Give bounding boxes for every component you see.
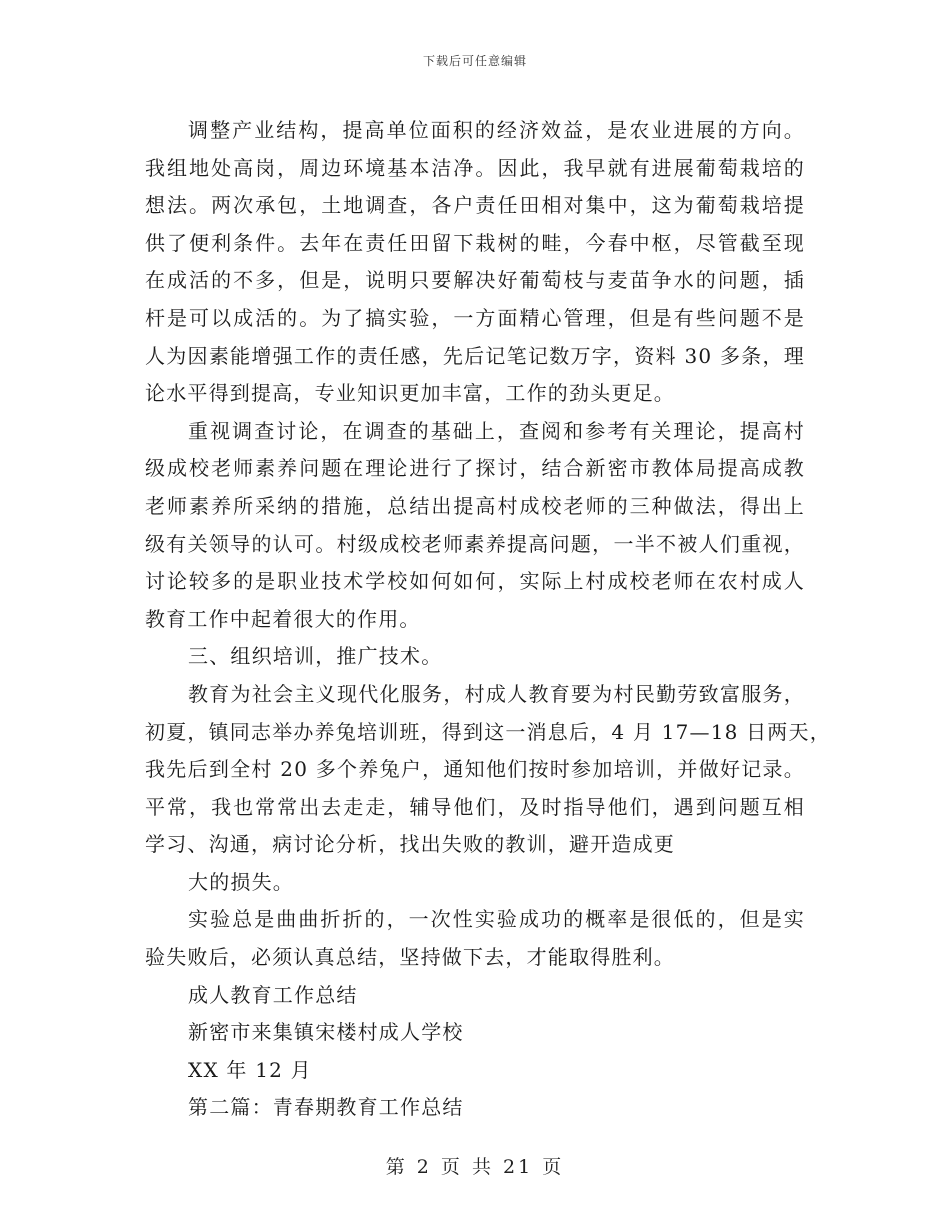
text-line: 验失败后，必须认真总结，坚持做下去，才能取得胜利。 bbox=[145, 945, 675, 970]
text-line: 平常，我也常常出去走走，辅导他们，及时指导他们，遇到问题互相 bbox=[145, 794, 805, 819]
page-header: 下载后可任意编辑 bbox=[422, 54, 527, 68]
text-line: 学习、沟通，病讨论分析，找出失败的教训，避开造成更 bbox=[145, 832, 675, 857]
text-line: 讨论较多的是职业技术学校如何如何，实际上村成校老师在农村成人 bbox=[145, 569, 805, 594]
text-line: 级成校老师素养问题在理论进行了探讨，结合新密市教体局提高成教 bbox=[145, 456, 805, 481]
text-line: XX 年 12 月 bbox=[188, 1057, 312, 1082]
document-body bbox=[145, 112, 831, 1127]
text-line: 杆是可以成活的。为了搞实验，一方面精心管理，但是有些问题不是 bbox=[145, 305, 805, 330]
text-line: 供了便利条件。去年在责任田留下栽树的畦，今春中枢，尽管截至现 bbox=[145, 230, 805, 255]
text-line: 初夏，镇同志举办养兔培训班，得到这一消息后，4 月 17—18 日两天， bbox=[145, 719, 831, 744]
text-line: 论水平得到提高，专业知识更加丰富，工作的劲头更足。 bbox=[145, 381, 675, 406]
text-line: 重视调查讨论，在调查的基础上，查阅和参考有关理论，提高村 bbox=[188, 418, 805, 443]
page-footer: 第 2 页 共 21 页 bbox=[385, 1156, 565, 1178]
text-line: 教育为社会主义现代化服务，村成人教育要为村民勤劳致富服务， bbox=[188, 681, 805, 706]
text-line: 在成活的不多，但是，说明只要解决好葡萄枝与麦苗争水的问题，插 bbox=[145, 268, 805, 293]
text-line: 级有关领导的认可。村级成校老师素养提高问题，一半不被人们重视， bbox=[145, 531, 805, 556]
text-line: 我先后到全村 20 多个养兔户，通知他们按时参加培训，并做好记录。 bbox=[145, 757, 805, 782]
text-line: 新密市来集镇宋楼村成人学校 bbox=[188, 1020, 464, 1045]
text-line: 实验总是曲曲折折的，一次性实验成功的概率是很低的，但是实 bbox=[188, 907, 805, 932]
text-line: 第二篇：青春期教育工作总结 bbox=[188, 1095, 464, 1120]
text-line: 我组地处高岗，周边环境基本洁净。因此，我早就有进展葡萄栽培的 bbox=[145, 155, 805, 180]
text-line: 想法。两次承包，土地调查，各户责任田相对集中，这为葡萄栽培提 bbox=[145, 193, 805, 218]
text-line: 成人教育工作总结 bbox=[188, 982, 358, 1007]
text-line: 教育工作中起着很大的作用。 bbox=[145, 606, 421, 631]
text-line: 调整产业结构，提高单位面积的经济效益，是农业进展的方向。 bbox=[188, 118, 805, 142]
text-line: 老师素养所采纳的措施，总结出提高村成校老师的三种做法，得出上 bbox=[145, 493, 805, 518]
text-line: 三、组织培训，推广技术。 bbox=[188, 644, 443, 669]
text-line: 人为因素能增强工作的责任感，先后记笔记数万字，资料 30 多条，理 bbox=[145, 343, 805, 368]
text-line: 大的损失。 bbox=[188, 869, 294, 894]
